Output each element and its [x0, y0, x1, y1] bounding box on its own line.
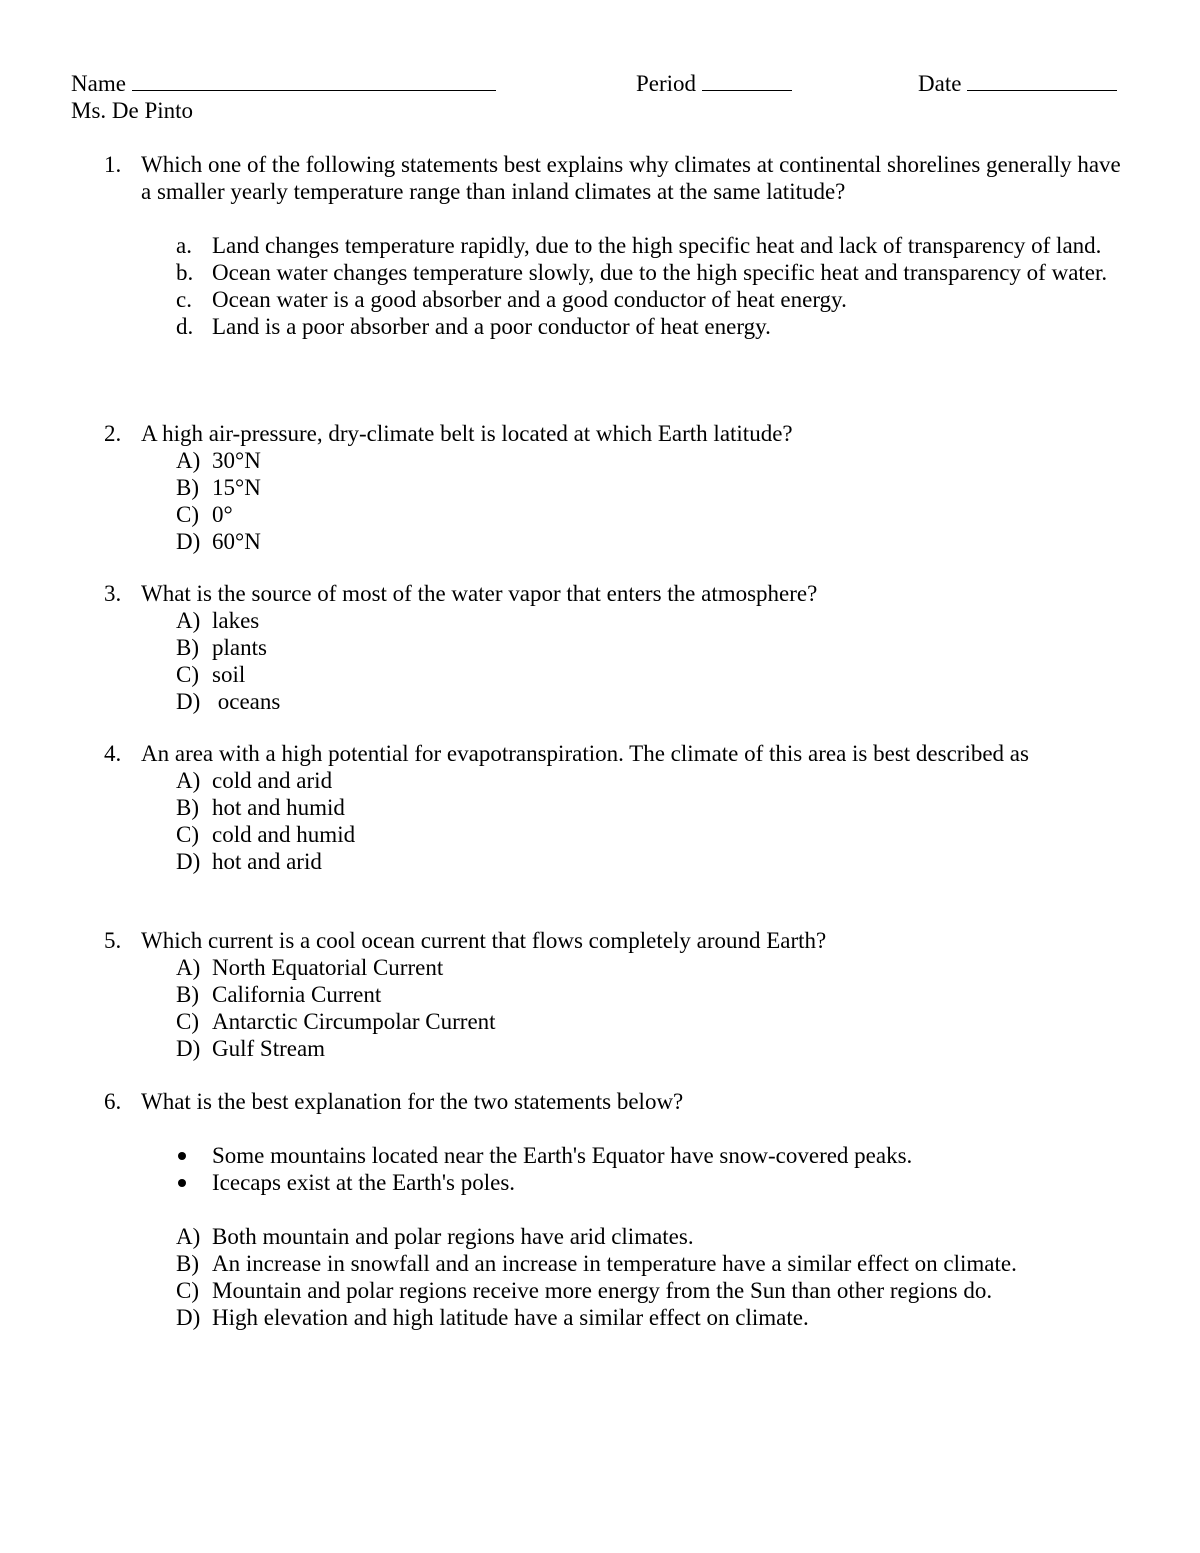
option-letter: D) — [176, 689, 201, 714]
option-text: Gulf Stream — [212, 1036, 326, 1061]
option-letter: D) — [176, 849, 201, 874]
option-text: California Current — [212, 982, 382, 1007]
option-d — [176, 1035, 1134, 1062]
option-text: oceans — [212, 689, 281, 714]
date-label: Date — [918, 71, 962, 96]
option-letter: B) — [176, 635, 199, 660]
option-c — [176, 1008, 1134, 1035]
answer-options — [176, 447, 1134, 555]
date-field — [918, 70, 1117, 97]
option-d — [176, 1304, 1134, 1331]
bullet-icon — [176, 1142, 212, 1169]
question-number: 2. — [104, 421, 122, 446]
option-text: hot and arid — [212, 849, 322, 874]
option-a — [176, 767, 1134, 794]
option-a — [176, 607, 1134, 634]
option-text: Land is a poor absorber and a poor conductor of heat energy. — [212, 314, 771, 339]
option-b — [176, 474, 1134, 501]
option-letter: A) — [176, 608, 201, 633]
answer-options — [176, 767, 1134, 875]
option-d — [176, 528, 1134, 555]
option-text: plants — [212, 635, 267, 660]
option-letter: A) — [176, 1224, 201, 1249]
option-text: 15°N — [212, 475, 261, 500]
question-1 — [104, 151, 1134, 340]
option-letter: A) — [176, 448, 201, 473]
option-a — [176, 232, 1134, 259]
question-text: Which current is a cool ocean current that flows completely around Earth? — [141, 928, 827, 953]
option-c — [176, 1277, 1134, 1304]
question-number: 6. — [104, 1089, 122, 1114]
option-b — [176, 794, 1134, 821]
option-text: Land changes temperature rapidly, due to the high specific heat and lack of transparency of land. — [212, 233, 1102, 258]
option-c — [176, 286, 1134, 313]
option-text: 0° — [212, 502, 233, 527]
question-5 — [104, 927, 1134, 1062]
option-letter: D) — [176, 1036, 201, 1061]
statement-text: Some mountains located near the Earth's Equator have snow-covered peaks. — [212, 1143, 913, 1168]
option-text: lakes — [212, 608, 260, 633]
name-field — [71, 70, 496, 97]
option-a — [176, 447, 1134, 474]
option-letter: B) — [176, 982, 199, 1007]
statement-item — [176, 1169, 1134, 1196]
option-letter: b. — [176, 260, 194, 285]
statement-text: Icecaps exist at the Earth's poles. — [212, 1170, 516, 1195]
question-6 — [104, 1088, 1134, 1331]
period-blank[interactable] — [702, 70, 792, 91]
option-a — [176, 1223, 1134, 1250]
option-c — [176, 661, 1134, 688]
option-b — [176, 259, 1134, 286]
option-text: 30°N — [212, 448, 261, 473]
option-text: soil — [212, 662, 246, 687]
option-letter: D) — [176, 1305, 201, 1330]
option-letter: d. — [176, 314, 194, 339]
answer-options — [176, 232, 1134, 340]
option-text: 60°N — [212, 529, 261, 554]
option-text: Mountain and polar regions receive more energy from the Sun than other regions do. — [212, 1278, 993, 1303]
question-number: 1. — [104, 152, 122, 177]
option-letter: C) — [176, 662, 199, 687]
answer-options — [176, 954, 1134, 1062]
answer-options — [176, 607, 1134, 715]
option-text: hot and humid — [212, 795, 345, 820]
option-text: Ocean water is a good absorber and a good conductor of heat energy. — [212, 287, 847, 312]
option-letter: B) — [176, 795, 199, 820]
option-b — [176, 981, 1134, 1008]
option-c — [176, 821, 1134, 848]
option-text: Both mountain and polar regions have arid climates. — [212, 1224, 694, 1249]
question-text: What is the source of most of the water vapor that enters the atmosphere? — [141, 581, 818, 606]
question-text: What is the best explanation for the two statements below? — [141, 1089, 684, 1114]
question-4 — [104, 740, 1134, 875]
option-text: Antarctic Circumpolar Current — [212, 1009, 496, 1034]
option-d — [176, 688, 1134, 715]
option-letter: C) — [176, 822, 199, 847]
option-a — [176, 954, 1134, 981]
option-text: North Equatorial Current — [212, 955, 444, 980]
question-text: An area with a high potential for evapotranspiration. The climate of this area is best described as — [141, 741, 1029, 766]
option-letter: D) — [176, 529, 201, 554]
question-number: 5. — [104, 928, 122, 953]
option-d — [176, 313, 1134, 340]
option-letter: C) — [176, 502, 199, 527]
question-2 — [104, 420, 1134, 555]
option-letter: C) — [176, 1278, 199, 1303]
option-letter: A) — [176, 955, 201, 980]
answer-options — [176, 1223, 1134, 1331]
period-field — [636, 70, 792, 97]
statement-list — [176, 1142, 1134, 1196]
option-letter: B) — [176, 475, 199, 500]
option-b — [176, 1250, 1134, 1277]
question-number: 4. — [104, 741, 122, 766]
question-3 — [104, 580, 1134, 715]
option-text: High elevation and high latitude have a similar effect on climate. — [212, 1305, 809, 1330]
option-letter: A) — [176, 768, 201, 793]
option-b — [176, 634, 1134, 661]
teacher-name: Ms. De Pinto — [71, 98, 194, 123]
question-number: 3. — [104, 581, 122, 606]
bullet-icon — [176, 1169, 212, 1196]
name-label: Name — [71, 71, 126, 96]
statement-item — [176, 1142, 1134, 1169]
question-text: Which one of the following statements best explains why climates at continental shorelines generally have a smaller yearly temperature range than inland climates at the same latitude? — [141, 152, 1121, 204]
period-label: Period — [636, 71, 697, 96]
date-blank[interactable] — [967, 70, 1117, 91]
option-text: Ocean water changes temperature slowly, due to the high specific heat and transparency of water. — [212, 260, 1108, 285]
option-letter: C) — [176, 1009, 199, 1034]
option-d — [176, 848, 1134, 875]
option-text: An increase in snowfall and an increase in temperature have a similar effect on climate. — [212, 1251, 1017, 1276]
option-text: cold and arid — [212, 768, 333, 793]
option-letter: c. — [176, 287, 192, 312]
option-c — [176, 501, 1134, 528]
option-text: cold and humid — [212, 822, 356, 847]
question-text: A high air-pressure, dry-climate belt is located at which Earth latitude? — [141, 421, 793, 446]
option-letter: a. — [176, 233, 192, 258]
option-letter: B) — [176, 1251, 199, 1276]
name-blank[interactable] — [132, 70, 496, 91]
